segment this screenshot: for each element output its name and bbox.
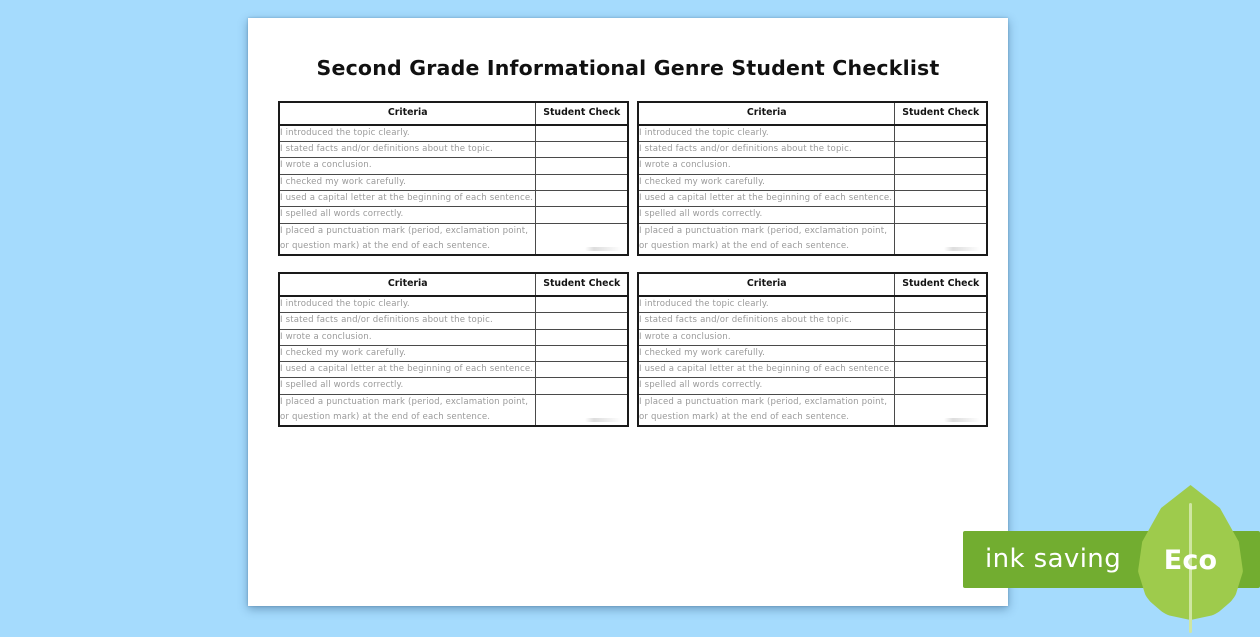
table-row [279, 313, 628, 329]
table-row [279, 174, 628, 190]
criteria-cell: I used a capital letter at the beginning of each sentence. [638, 191, 894, 207]
criteria-cell: I spelled all words correctly. [279, 378, 535, 394]
checklist-table-bottom-right [637, 272, 988, 427]
watermark-smudge [585, 418, 621, 422]
criteria-cell: I stated facts and/or definitions about the topic. [638, 313, 894, 329]
table-row [279, 142, 628, 158]
leaf-icon [1138, 485, 1243, 633]
student-check-box[interactable] [535, 378, 628, 394]
criteria-cell: I checked my work carefully. [638, 345, 894, 361]
criteria-cell: I checked my work carefully. [279, 174, 535, 190]
column-header-student-check-label: Student Check [902, 107, 980, 118]
table-row [638, 313, 987, 329]
table-row [279, 394, 628, 426]
table-row [279, 125, 628, 142]
page-title: Second Grade Informational Genre Student Checklist [316, 56, 940, 80]
student-check-box[interactable] [535, 394, 628, 426]
criteria-cell: I stated facts and/or definitions about the topic. [279, 313, 535, 329]
student-check-box[interactable] [535, 207, 628, 223]
table-row [638, 378, 987, 394]
criteria-cell: I introduced the topic clearly. [279, 125, 535, 142]
student-check-box[interactable] [894, 207, 987, 223]
column-header-student-check [535, 102, 628, 125]
watermark-smudge [585, 247, 621, 251]
student-check-box[interactable] [894, 313, 987, 329]
criteria-cell: I wrote a conclusion. [279, 329, 535, 345]
criteria-cell: I wrote a conclusion. [638, 329, 894, 345]
table-row [638, 362, 987, 378]
student-check-box[interactable] [894, 329, 987, 345]
table-header-row [279, 273, 628, 296]
student-check-box[interactable] [894, 378, 987, 394]
ink-saving-eco-badge [963, 531, 1260, 588]
criteria-cell: I checked my work carefully. [638, 174, 894, 190]
checklist-table-bottom-left [278, 272, 629, 427]
student-check-box[interactable] [894, 125, 987, 142]
column-header-student-check [894, 102, 987, 125]
column-header-student-check-label: Student Check [543, 278, 621, 290]
student-check-box[interactable] [535, 174, 628, 190]
criteria-cell: I placed a punctuation mark (period, exclamation point, or question mark) at the end of each sentence. [638, 394, 894, 426]
table-row [279, 223, 628, 255]
student-check-box[interactable] [535, 296, 628, 313]
column-header-criteria [279, 273, 535, 296]
table-row [279, 378, 628, 394]
criteria-cell: I checked my work carefully. [279, 345, 535, 361]
column-header-criteria-label: Criteria [387, 278, 428, 290]
criteria-cell: I wrote a conclusion. [279, 158, 535, 174]
table-row [279, 158, 628, 174]
table-row [279, 329, 628, 345]
criteria-cell: I used a capital letter at the beginning of each sentence. [279, 191, 535, 207]
criteria-cell: I stated facts and/or definitions about the topic. [638, 142, 894, 158]
table-row [638, 158, 987, 174]
student-check-box[interactable] [894, 223, 987, 255]
table-row [638, 345, 987, 361]
criteria-cell: I placed a punctuation mark (period, exclamation point, or question mark) at the end of each sentence. [279, 394, 535, 426]
student-check-box[interactable] [535, 329, 628, 345]
criteria-cell: I placed a punctuation mark (period, exclamation point, or question mark) at the end of each sentence. [279, 223, 535, 255]
student-check-box[interactable] [894, 394, 987, 426]
student-check-box[interactable] [894, 191, 987, 207]
table-row [638, 329, 987, 345]
table-header-row [638, 102, 987, 125]
criteria-cell: I used a capital letter at the beginning of each sentence. [279, 362, 535, 378]
student-check-box[interactable] [535, 191, 628, 207]
criteria-cell: I wrote a conclusion. [638, 158, 894, 174]
student-check-box[interactable] [894, 345, 987, 361]
table-row [279, 296, 628, 313]
criteria-cell: I used a capital letter at the beginning of each sentence. [638, 362, 894, 378]
table-row [638, 125, 987, 142]
student-check-box[interactable] [894, 174, 987, 190]
student-check-box[interactable] [535, 362, 628, 378]
checklist-table-top-left [278, 101, 629, 256]
student-check-box[interactable] [535, 345, 628, 361]
table-row [638, 174, 987, 190]
student-check-box[interactable] [535, 313, 628, 329]
column-header-criteria-label: Criteria [746, 107, 787, 118]
student-check-box[interactable] [535, 223, 628, 255]
student-check-box[interactable] [894, 362, 987, 378]
table-row [279, 362, 628, 378]
table-row [279, 191, 628, 207]
column-header-criteria-label: Criteria [746, 278, 787, 290]
table-row [638, 223, 987, 255]
student-check-box[interactable] [894, 158, 987, 174]
table-row [638, 394, 987, 426]
table-row [638, 191, 987, 207]
student-check-box[interactable] [535, 125, 628, 142]
table-row [279, 207, 628, 223]
column-header-criteria [279, 102, 535, 125]
column-header-student-check [894, 273, 987, 296]
criteria-cell: I spelled all words correctly. [279, 207, 535, 223]
column-header-student-check-label: Student Check [543, 107, 621, 118]
criteria-cell: I introduced the topic clearly. [638, 125, 894, 142]
criteria-cell: I introduced the topic clearly. [279, 296, 535, 313]
table-row [638, 142, 987, 158]
student-check-box[interactable] [535, 142, 628, 158]
watermark-smudge [944, 418, 980, 422]
eco-badge-leaf-label: Eco [1163, 545, 1218, 576]
criteria-cell: I spelled all words correctly. [638, 378, 894, 394]
table-header-row [279, 102, 628, 125]
student-check-box[interactable] [894, 142, 987, 158]
worksheet-page [248, 18, 1008, 606]
column-header-student-check [535, 273, 628, 296]
table-row [638, 207, 987, 223]
column-header-criteria [638, 273, 894, 296]
eco-badge-bar-label: ink saving [985, 544, 1122, 574]
criteria-cell: I placed a punctuation mark (period, exclamation point, or question mark) at the end of each sentence. [638, 223, 894, 255]
checklist-tables-grid [278, 101, 982, 427]
watermark-smudge [944, 247, 980, 251]
column-header-criteria [638, 102, 894, 125]
column-header-student-check-label: Student Check [902, 278, 980, 290]
column-header-criteria-label: Criteria [387, 107, 428, 118]
table-row [279, 345, 628, 361]
criteria-cell: I stated facts and/or definitions about the topic. [279, 142, 535, 158]
table-header-row [638, 273, 987, 296]
student-check-box[interactable] [535, 158, 628, 174]
checklist-table-top-right [637, 101, 988, 256]
table-row [638, 296, 987, 313]
criteria-cell: I introduced the topic clearly. [638, 296, 894, 313]
student-check-box[interactable] [894, 296, 987, 313]
criteria-cell: I spelled all words correctly. [638, 207, 894, 223]
